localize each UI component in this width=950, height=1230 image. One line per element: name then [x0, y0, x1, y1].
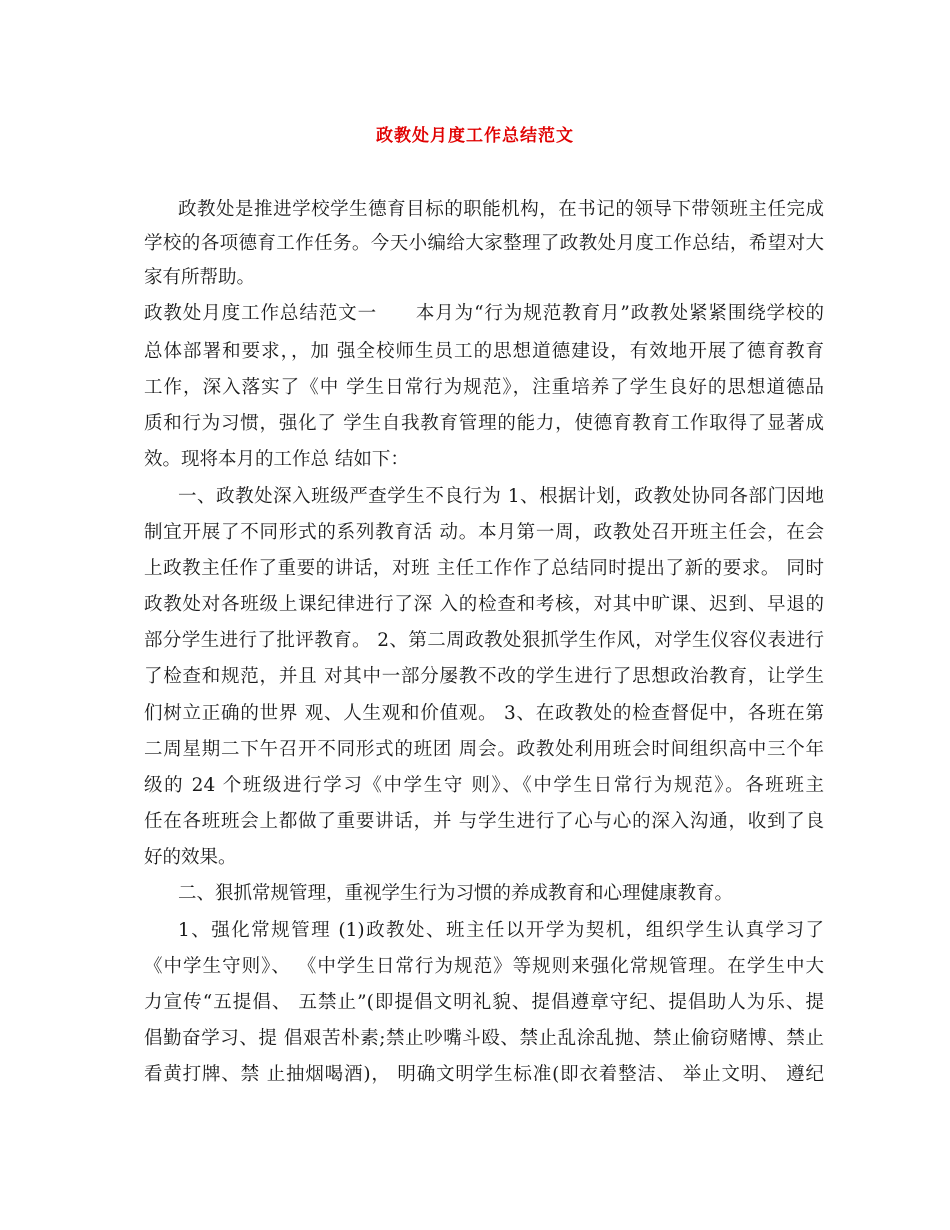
body-line: 上政教主任作了重要的讲话，对班 主任工作作了总结同时提出了新的要求。 同时 [144, 558, 824, 579]
body-line: 部分学生进行了批评教育。 2、第二周政教处狠抓学生作风，对学生仪容仪表进行 [144, 630, 824, 651]
document-title: 政教处月度工作总结范文 [376, 126, 574, 146]
body-line: 们树立正确的世界 观、人生观和价值观。 3、在政教处的检查督促中，各班在第 [144, 703, 824, 724]
body-line: 质和行为习惯，强化了 学生自我教育管理的能力，使德育教育工作取得了显著成 [144, 413, 824, 434]
body-line: 一、政教处深入班级严查学生不良行为 1、根据计划，政教处协同各部门因地 [178, 486, 824, 507]
body-line: 效。现将本月的工作总 结如下： [144, 449, 409, 470]
body-line: 1、强化常规管理 (1)政教处、班主任以开学为契机，组织学生认真学习了 [178, 920, 824, 941]
body-line: 倡勤奋学习、提 倡艰苦朴素;禁止吵嘴斗殴、禁止乱涂乱抛、禁止偷窃赌博、禁止 [144, 1028, 824, 1049]
body-line: 力宣传“五提倡、 五禁止”(即提倡文明礼貌、提倡遵章守纪、提倡助人为乐、提 [144, 992, 824, 1013]
body-line: 了检查和规范，并且 对其中一部分屡教不改的学生进行了思想政治教育，让学生 [144, 666, 824, 687]
body-line: 二、狠抓常规管理，重视学生行为习惯的养成教育和心理健康教育。 [178, 883, 734, 904]
body-line: 工作，深入落实了《中 学生日常行为规范》，注重培养了学生良好的思想道德品 [144, 377, 824, 398]
body-line: 政教处月度工作总结范文一 本月为“行为规范教育月”政教处紧紧围绕学校的 [144, 303, 824, 324]
body-line: 《中学生守则》、 《中学生日常行为规范》等规则来强化常规管理。在学生中大 [144, 956, 824, 977]
body-line: 学校的各项德育工作任务。今天小编给大家整理了政教处月度工作总结，希望对大 [144, 233, 824, 254]
body-line: 政教处是推进学校学生德育目标的职能机构，在书记的领导下带领班主任完成 [178, 199, 824, 220]
body-line: 总体部署和要求，，加 强全校师生员工的思想道德建设，有效地开展了德育教育 [144, 341, 824, 362]
body-line: 制宜开展了不同形式的系列教育活 动。本月第一周，政教处召开班主任会，在会 [144, 522, 824, 543]
body-line: 二周星期二下午召开不同形式的班团 周会。政教处利用班会时间组织高中三个年 [144, 739, 824, 760]
body-line: 好的效果。 [144, 847, 237, 868]
body-line: 政教处对各班级上课纪律进行了深 入的检查和考核，对其中旷课、迟到、早退的 [144, 594, 824, 615]
body-line: 看黄打牌、禁 止抽烟喝酒)， 明确文明学生标准(即衣着整洁、 举止文明、 遵纪 [144, 1064, 824, 1085]
body-line: 级的 24 个班级进行学习《中学生守 则》、《中学生日常行为规范》。各班班主 [144, 775, 824, 796]
body-line: 家有所帮助。 [144, 267, 256, 288]
body-line: 任在各班班会上都做了重要讲话，并 与学生进行了心与心的深入沟通，收到了良 [144, 811, 824, 832]
